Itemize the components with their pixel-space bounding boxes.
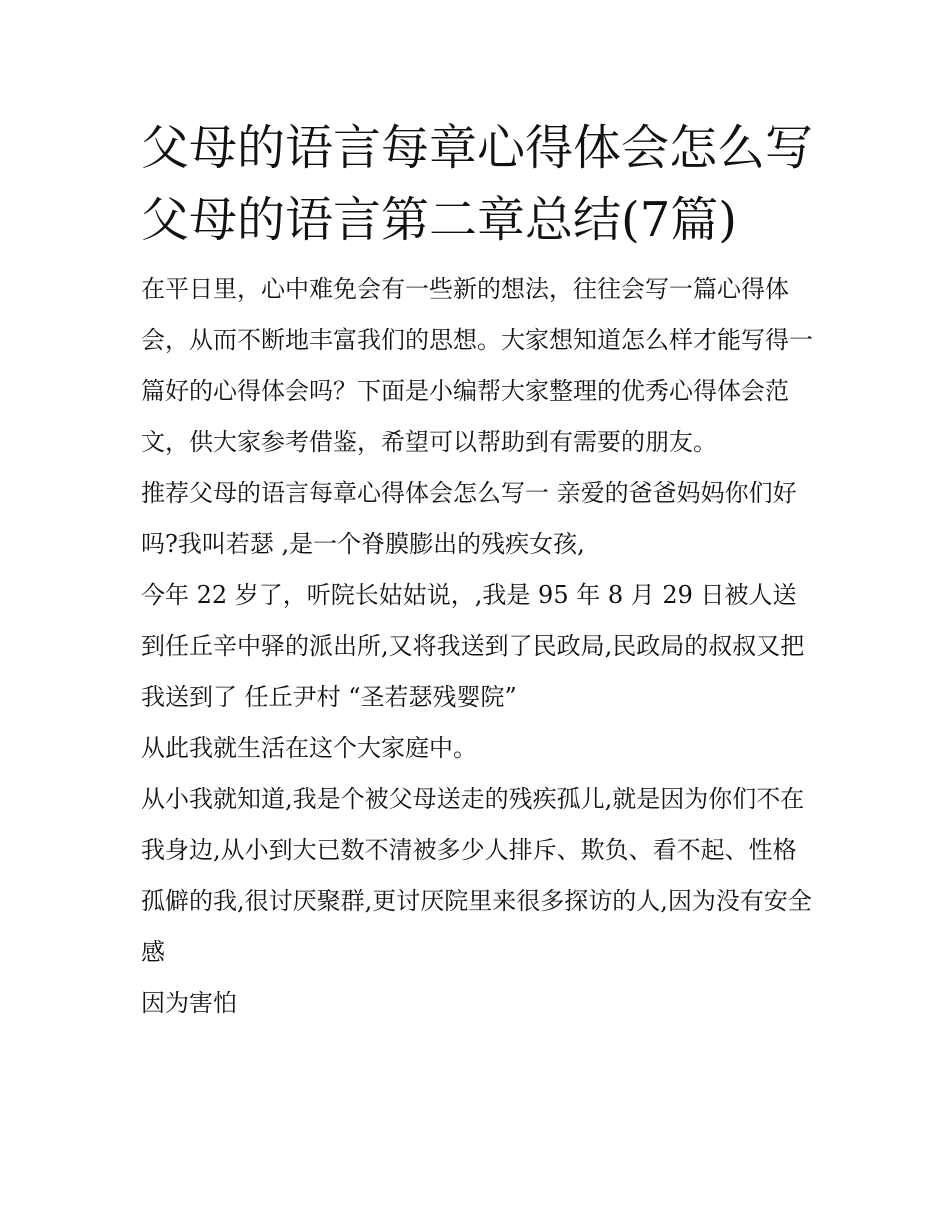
paragraph-childhood: 从小我就知道,我是个被父母送走的残疾孤儿,就是因为你们不在我身边,从小到大已数不清被多少人排斥、欺负、看不起、性格孤僻的我,很讨厌聚群,更讨厌院里来很多探访的人,因为没有安全感 [141,785,812,966]
paragraph-family-life: 从此我就生活在这个大家庭中。 [141,734,477,762]
document-title: 父母的语言每章心得体会怎么写 父母的语言第二章总结(7篇) [141,120,814,248]
paragraph-intro: 在平日里，心中难免会有一些新的想法，往往会写一篇心得体会，从而不断地丰富我们的思想。大家想知道怎么样才能写得一篇好的心得体会吗？下面是小编帮大家整理的优秀心得体会范文，供大家参考借鉴，希望可以帮助到有需要的朋友。 [141,275,813,456]
paragraph-letter-opening: 推荐父母的语言每章心得体会怎么写一 亲爱的爸爸妈妈你们好吗?我叫若瑟 ,是一个脊膜膨出的残疾女孩, [141,479,797,558]
paragraph-background: 今年 22 岁了，听院长姑姑说，,我是 95 年 8 月 29 日被人送到任丘辛中驿的派出所,又将我送到了民政局,民政局的叔叔又把我送到了 任丘尹村 “圣若瑟残婴院” [141,581,805,711]
document-body [141,112,816,1029]
paragraph-fear: 因为害怕 [141,989,237,1017]
